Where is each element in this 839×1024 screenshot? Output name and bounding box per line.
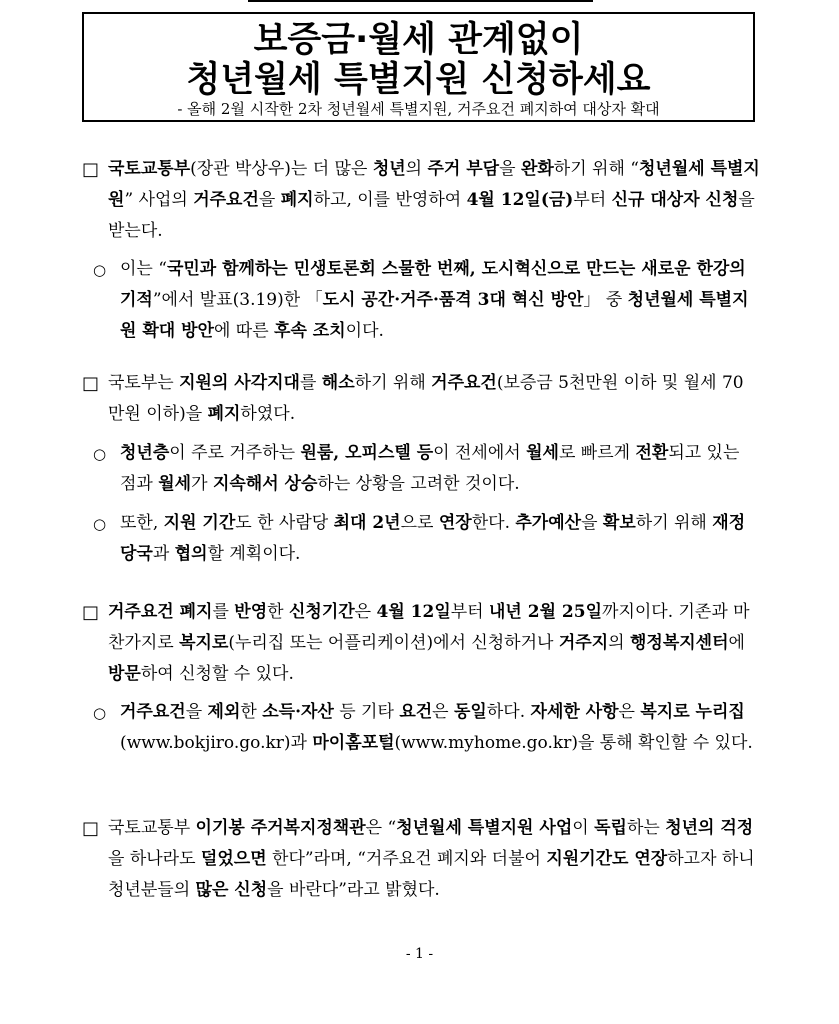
- body-text: 을 하나라도: [108, 849, 201, 869]
- emphasis-text: 월세: [158, 474, 192, 494]
- emphasis-text: 거주요건: [193, 190, 259, 210]
- body-text: 을: [185, 702, 208, 722]
- headline-line-1: 보증금·월세 관계없이: [253, 20, 584, 60]
- body-text: 과: [152, 544, 175, 564]
- emphasis-text: 거주지: [558, 633, 609, 653]
- paragraph-3-sub-1: [120, 697, 760, 759]
- body-text: 한다.: [471, 513, 516, 533]
- body-text: (장관 박상우)는 더 많은: [190, 159, 373, 179]
- body-text: 은: [618, 702, 641, 722]
- body-text: 한다”라며, “거주요건 폐지와 더불어: [266, 849, 547, 869]
- body-text: 이 전세에서: [433, 443, 527, 463]
- emphasis-text: 국토교통부: [108, 159, 191, 179]
- body-text: 하는: [626, 818, 666, 838]
- body-text: 을 바란다”라고 밝혔다.: [267, 880, 440, 900]
- emphasis-text: 청년월세 특별지원: [108, 159, 760, 210]
- body-text: 한: [267, 602, 289, 622]
- subheadline: - 올해 2월 시작한 2차 청년월세 특별지원, 거주요건 폐지하여 대상자 확대: [177, 100, 660, 118]
- emphasis-text: 도시 공간·거주·품격 3대 혁신 방안: [322, 290, 584, 310]
- emphasis-text: 월세: [526, 443, 559, 463]
- body-text: 하여 신청할 수 있다.: [140, 664, 294, 684]
- square-bullet: □: [82, 602, 100, 623]
- emphasis-text: 행정복지센터: [629, 633, 729, 653]
- page-number: - 1 -: [405, 946, 434, 962]
- body-text: 에: [728, 633, 745, 653]
- body-text: 를: [212, 602, 235, 622]
- paragraph-2-sub-2: [120, 508, 760, 570]
- emphasis-text: 4월 12일: [376, 602, 451, 622]
- emphasis-text: 덜었으면: [200, 849, 267, 869]
- body-text: 부터: [573, 190, 612, 210]
- body-text: (www.bokjiro.go.kr)과: [120, 733, 313, 753]
- emphasis-text: 주거 부담: [427, 159, 500, 179]
- emphasis-text: 신규 대상자 신청: [611, 190, 739, 210]
- body-text: 로 빠르게: [558, 443, 636, 463]
- body-text: 」 중: [583, 290, 628, 310]
- body-text: 이다.: [345, 321, 384, 341]
- body-text: 을 받는다.: [108, 190, 755, 241]
- emphasis-text: 독립: [594, 818, 627, 838]
- emphasis-text: 마이홈포털: [312, 733, 395, 753]
- emphasis-text: 해소: [321, 373, 355, 393]
- body-text: 하였다.: [240, 404, 296, 424]
- body-text: 국토부는: [108, 373, 180, 393]
- emphasis-text: 추가예산: [515, 513, 582, 533]
- body-text: 등 기타: [333, 702, 400, 722]
- body-text: 은: [432, 702, 454, 722]
- body-text: (www.myhome.go.kr)을 통해 확인할 수 있다.: [394, 733, 753, 753]
- emphasis-text: 완화: [520, 159, 554, 179]
- body-text: 이 주로 거주하는: [169, 443, 301, 463]
- body-text: 하다.: [486, 702, 531, 722]
- body-text: 할 계획이다.: [207, 544, 301, 564]
- body-text: 되고 있는 점과: [120, 443, 740, 494]
- body-text: 까지이다. 기존과 마찬가지로: [108, 602, 750, 653]
- emphasis-text: 거주요건: [431, 373, 497, 393]
- body-text: 또한,: [120, 513, 164, 533]
- emphasis-text: 많은 신청: [195, 880, 268, 900]
- square-bullet: □: [82, 373, 100, 394]
- paragraph-4: [108, 813, 760, 906]
- body-text: ”에서 발표(3.19)한 「: [152, 290, 323, 310]
- paragraph-1: [108, 154, 760, 247]
- emphasis-text: 최대 2년: [333, 513, 401, 533]
- body-text: 은: [354, 602, 377, 622]
- body-text: 도 한 사람당: [235, 513, 334, 533]
- circle-bullet: ○: [93, 704, 107, 722]
- emphasis-text: 제외: [207, 702, 241, 722]
- body-text: 을: [499, 159, 521, 179]
- body-text: 을: [581, 513, 603, 533]
- emphasis-text: 요건: [399, 702, 433, 722]
- emphasis-text: 확보: [602, 513, 636, 533]
- body-text: 의: [608, 633, 630, 653]
- emphasis-text: 복지로: [179, 633, 229, 653]
- emphasis-text: 4월 12일(금): [466, 190, 574, 210]
- headline-box: [82, 12, 755, 122]
- emphasis-text: 지속해서 상승: [212, 474, 318, 494]
- emphasis-text: 거주요건 폐지: [108, 602, 213, 622]
- circle-bullet: ○: [93, 515, 107, 533]
- body-text: 에 따른: [213, 321, 275, 341]
- emphasis-text: 지원 기간: [163, 513, 236, 533]
- emphasis-text: 복지로 누리집: [640, 702, 745, 722]
- emphasis-text: 후속 조치: [274, 321, 346, 341]
- emphasis-text: 반영: [234, 602, 268, 622]
- body-text: 를: [299, 373, 322, 393]
- body-text: ” 사업의: [124, 190, 194, 210]
- square-bullet: □: [82, 159, 100, 180]
- body-text: 부터: [450, 602, 489, 622]
- body-text: 이는 “: [120, 259, 167, 279]
- body-text: (누리집 또는 어플리케이션)에서 신청하거나: [228, 633, 559, 653]
- emphasis-text: 방문: [108, 664, 141, 684]
- emphasis-text: 청년월세 특별지원 확대 방안: [120, 290, 749, 341]
- square-bullet: □: [82, 818, 100, 839]
- paragraph-2-sub-1: [120, 438, 760, 500]
- body-text: 은 “: [365, 818, 397, 838]
- emphasis-text: 청년층: [120, 443, 170, 463]
- emphasis-text: 재정당국: [120, 513, 746, 564]
- body-text: 하는 상황을 고려한 것이다.: [317, 474, 520, 494]
- emphasis-text: 신청기간: [288, 602, 355, 622]
- body-text: 이: [572, 818, 595, 838]
- emphasis-text: 지원기간도 연장: [546, 849, 668, 869]
- body-text: 하고, 이를 반영하여: [313, 190, 467, 210]
- circle-bullet: ○: [93, 261, 107, 279]
- emphasis-text: 연장: [438, 513, 472, 533]
- body-text: (보증금 5천만원 이하 및 월세 70만원 이하)을: [108, 373, 744, 424]
- paragraph-3: [108, 597, 760, 690]
- emphasis-text: 이기봉 주거복지정책관: [195, 818, 366, 838]
- emphasis-text: 원룸, 오피스텔 등: [300, 443, 434, 463]
- body-text: 으로: [400, 513, 439, 533]
- emphasis-text: 거주요건: [120, 702, 186, 722]
- emphasis-text: 국민과 함께하는 민생토론회 스물한 번째, 도시혁신으로 만드는 새로운 한강의 기적: [120, 259, 746, 310]
- emphasis-text: 동일: [454, 702, 487, 722]
- body-text: 하기 위해: [635, 513, 713, 533]
- body-text: 의: [405, 159, 428, 179]
- paragraph-1-sub-1: [120, 254, 760, 347]
- top-rule: [248, 0, 593, 2]
- emphasis-text: 청년의 걱정: [665, 818, 754, 838]
- emphasis-text: 소득·자산: [262, 702, 334, 722]
- emphasis-text: 지원의 사각지대: [179, 373, 300, 393]
- body-text: 하기 위해 “: [553, 159, 639, 179]
- body-text: 가: [191, 474, 213, 494]
- circle-bullet: ○: [93, 445, 107, 463]
- emphasis-text: 폐지: [207, 404, 241, 424]
- paragraph-2: [108, 368, 760, 430]
- body-text: 하기 위해: [354, 373, 432, 393]
- headline-line-2: 청년월세 특별지원 신청하세요: [186, 60, 651, 100]
- emphasis-text: 폐지: [280, 190, 314, 210]
- emphasis-text: 전환: [635, 443, 669, 463]
- emphasis-text: 내년 2월 25일: [489, 602, 603, 622]
- emphasis-text: 청년월세 특별지원 사업: [396, 818, 573, 838]
- emphasis-text: 청년: [372, 159, 406, 179]
- body-text: 국토교통부: [108, 818, 196, 838]
- body-text: 을: [258, 190, 281, 210]
- body-text: 하고자 하니 청년분들의: [108, 849, 755, 900]
- body-text: 한: [240, 702, 263, 722]
- emphasis-text: 협의: [174, 544, 208, 564]
- emphasis-text: 자세한 사항: [530, 702, 619, 722]
